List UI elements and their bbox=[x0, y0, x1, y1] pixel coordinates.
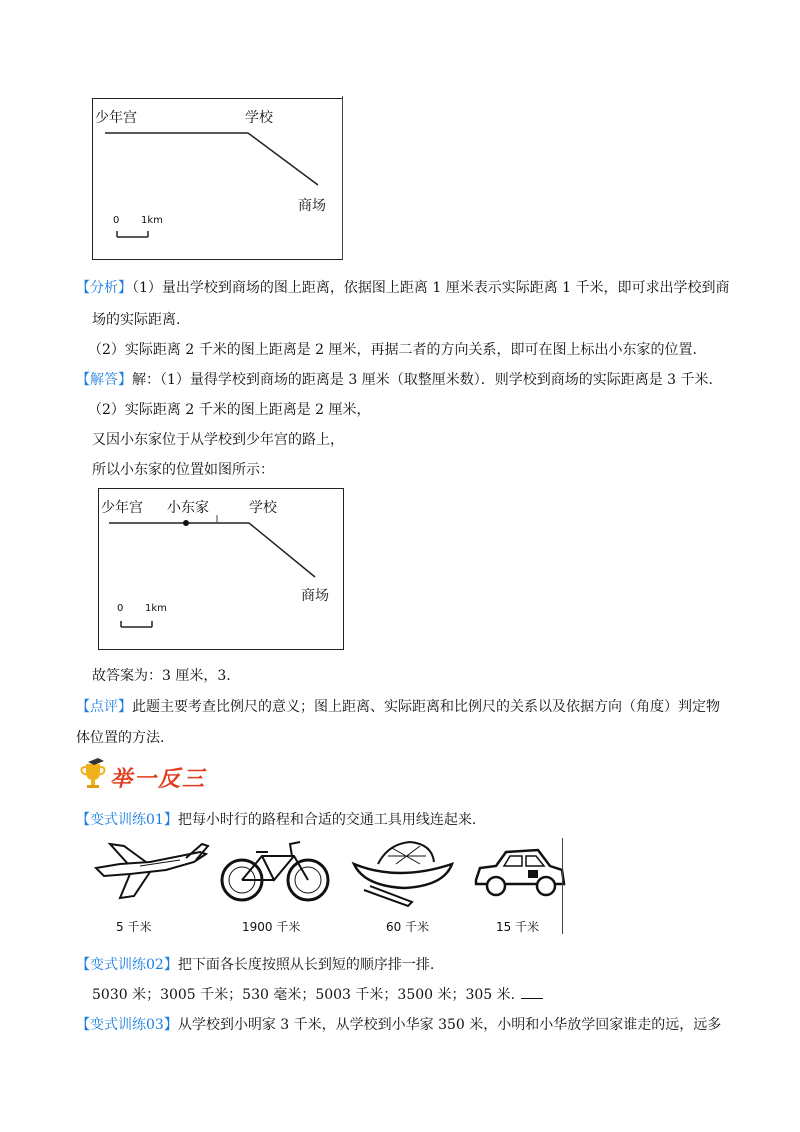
analysis-line-1: 【分析】（1）量出学校到商场的图上距离，依据图上距离 1 厘米表示实际距离 1 千米，即可求出学校到商 bbox=[76, 280, 730, 296]
diagram-1-right-rule bbox=[342, 96, 343, 260]
label-mall: 商场 bbox=[298, 198, 326, 214]
vehicles-figure bbox=[86, 834, 566, 938]
home-point bbox=[183, 520, 189, 526]
scale-zero: 0 bbox=[113, 215, 120, 226]
label-school: 学校 bbox=[249, 500, 277, 516]
speed-label-4: 15 千米 bbox=[496, 920, 540, 934]
answer-blank[interactable] bbox=[521, 986, 543, 999]
scale-km: 1km bbox=[145, 603, 167, 614]
analysis-line-2: 场的实际距离. bbox=[92, 312, 181, 328]
figure-right-rule bbox=[562, 838, 563, 934]
speed-label-3: 60 千米 bbox=[386, 920, 430, 934]
label-mall: 商场 bbox=[301, 588, 329, 604]
label-youth-palace: 少年宫 bbox=[101, 500, 143, 516]
exercise-3-line: 【变式训练03】从学校到小明家 3 千米，从学校到小华家 350 米，小明和小华放学回家谁走的远，远多 bbox=[76, 1017, 722, 1033]
speed-label-1: 5 千米 bbox=[116, 920, 152, 934]
comment-line-1: 【点评】此题主要考查比例尺的意义；图上距离、实际距离和比例尺的关系以及依据方向（角度）判定物 bbox=[76, 699, 720, 715]
speed-label-2: 1900 千米 bbox=[242, 920, 301, 934]
comment-line-2: 体位置的方法. bbox=[76, 730, 165, 746]
answer-line: 故答案为：3 厘米，3. bbox=[92, 668, 231, 684]
trophy-icon bbox=[78, 758, 108, 792]
exercise-2-line: 【变式训练02】把下面各长度按照从长到短的顺序排一排. bbox=[76, 957, 435, 973]
label-school: 学校 bbox=[245, 110, 273, 126]
exercise-1-tag: 【变式训练01】 bbox=[76, 812, 178, 828]
solution-line-2: （2）实际距离 2 千米的图上距离是 2 厘米， bbox=[88, 402, 371, 418]
solution-line-3: 又因小东家位于从学校到少年宫的路上， bbox=[92, 432, 344, 448]
scale-km: 1km bbox=[141, 215, 163, 226]
exercise-2-tag: 【变式训练02】 bbox=[76, 957, 178, 973]
bicycle-icon bbox=[220, 834, 332, 906]
exercise-2-list: 5030 米；3005 千米；530 毫米；5003 千米；3500 米；305 米. bbox=[92, 985, 543, 1005]
banner-title: 举一反三 bbox=[110, 767, 207, 792]
exercise-1-line: 【变式训练01】把每小时行的路程和合适的交通工具用线连起来. bbox=[76, 812, 477, 828]
solution-line-1: 【解答】解：（1）量得学校到商场的距离是 3 厘米（取整厘米数）．则学校到商场的实际距离是 3 千米. bbox=[76, 372, 713, 388]
label-youth-palace: 少年宫 bbox=[95, 110, 137, 126]
comment-tag: 【点评】 bbox=[76, 699, 132, 715]
car-icon bbox=[472, 840, 568, 906]
scale-zero: 0 bbox=[117, 603, 124, 614]
boat-icon bbox=[348, 834, 460, 910]
map-diagram-2 bbox=[98, 488, 344, 650]
label-xiaodong-home: 小东家 bbox=[167, 500, 209, 516]
analysis-tag: 【分析】 bbox=[76, 280, 132, 296]
map-diagram-1 bbox=[92, 98, 343, 260]
exercise-3-tag: 【变式训练03】 bbox=[76, 1017, 178, 1033]
solution-tag: 【解答】 bbox=[76, 372, 132, 388]
solution-line-4: 所以小东家的位置如图所示： bbox=[92, 462, 274, 478]
airplane-icon bbox=[90, 840, 210, 902]
analysis-line-3: （2）实际距离 2 千米的图上距离是 2 厘米，再据二者的方向关系，即可在图上标出小东家的位置. bbox=[88, 342, 697, 358]
